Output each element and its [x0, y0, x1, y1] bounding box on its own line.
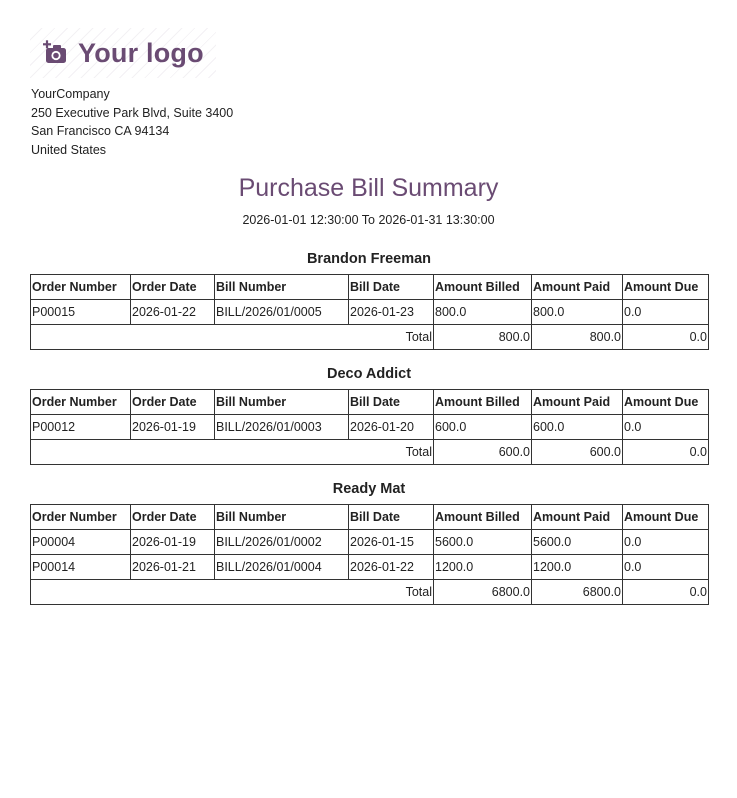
total-amount-billed: 600.0	[434, 440, 532, 465]
vendor-section	[30, 249, 708, 350]
table-cell: 2026-01-22	[131, 300, 215, 325]
column-header: Amount Due	[623, 505, 709, 530]
table-cell: P00015	[31, 300, 131, 325]
total-row	[31, 440, 709, 465]
total-amount-billed: 6800.0	[434, 580, 532, 605]
table-cell: 2026-01-19	[131, 530, 215, 555]
table-header-row	[31, 505, 709, 530]
table-cell: 2026-01-20	[349, 415, 434, 440]
column-header: Order Number	[31, 390, 131, 415]
table-cell: BILL/2026/01/0003	[215, 415, 349, 440]
total-row	[31, 325, 709, 350]
total-amount-paid: 6800.0	[532, 580, 623, 605]
vendor-section	[30, 479, 708, 605]
column-header: Amount Due	[623, 275, 709, 300]
table-cell: BILL/2026/01/0002	[215, 530, 349, 555]
total-label: Total	[31, 440, 434, 465]
column-header: Bill Date	[349, 390, 434, 415]
column-header: Bill Number	[215, 505, 349, 530]
column-header: Bill Number	[215, 390, 349, 415]
company-name: YourCompany	[31, 87, 110, 101]
table-cell: 5600.0	[434, 530, 532, 555]
table-cell: 2026-01-15	[349, 530, 434, 555]
table-cell: P00012	[31, 415, 131, 440]
table-cell: 1200.0	[532, 555, 623, 580]
total-label: Total	[31, 580, 434, 605]
total-amount-due: 0.0	[623, 440, 709, 465]
table-cell: BILL/2026/01/0005	[215, 300, 349, 325]
column-header: Amount Paid	[532, 390, 623, 415]
bill-table	[30, 389, 709, 465]
table-cell: 800.0	[532, 300, 623, 325]
table-cell: 2026-01-23	[349, 300, 434, 325]
total-amount-due: 0.0	[623, 325, 709, 350]
table-row	[31, 530, 709, 555]
total-row	[31, 580, 709, 605]
table-cell: 0.0	[623, 555, 709, 580]
address-country: United States	[31, 142, 107, 157]
column-header: Order Number	[31, 275, 131, 300]
vendor-name: Deco Addict	[326, 366, 412, 382]
column-header: Bill Date	[349, 275, 434, 300]
table-cell: 2026-01-22	[349, 555, 434, 580]
total-amount-billed: 800.0	[434, 325, 532, 350]
table-cell: 0.0	[623, 530, 709, 555]
vendor-name: Brandon Freeman	[306, 251, 432, 267]
camera-plus-icon	[42, 40, 68, 66]
column-header: Order Number	[31, 505, 131, 530]
address-line-1: 250 Executive Park Blvd, Suite 3400	[31, 105, 234, 120]
table-row	[31, 300, 709, 325]
column-header: Amount Billed	[434, 275, 532, 300]
table-cell: 1200.0	[434, 555, 532, 580]
bill-table	[30, 274, 709, 350]
logo-text: Your logo	[78, 37, 204, 68]
total-amount-paid: 600.0	[532, 440, 623, 465]
table-row	[31, 415, 709, 440]
table-cell: 600.0	[532, 415, 623, 440]
table-cell: 600.0	[434, 415, 532, 440]
table-header-row	[31, 275, 709, 300]
table-cell: P00014	[31, 555, 131, 580]
address-line-2: San Francisco CA 94134	[31, 124, 170, 138]
column-header: Order Date	[131, 505, 215, 530]
vendor-name: Ready Mat	[332, 481, 406, 497]
column-header: Amount Paid	[532, 505, 623, 530]
column-header: Order Date	[131, 390, 215, 415]
table-cell: 2026-01-21	[131, 555, 215, 580]
table-cell: 0.0	[623, 415, 709, 440]
column-header: Amount Paid	[532, 275, 623, 300]
table-cell: 2026-01-19	[131, 415, 215, 440]
column-header: Bill Number	[215, 275, 349, 300]
table-cell: 5600.0	[532, 530, 623, 555]
report-title: Purchase Bill Summary	[238, 174, 499, 202]
report-date-range: 2026-01-01 12:30:00 To 2026-01-31 13:30:00	[242, 213, 495, 227]
table-cell: P00004	[31, 530, 131, 555]
column-header: Amount Billed	[434, 505, 532, 530]
table-header-row	[31, 390, 709, 415]
table-cell: 0.0	[623, 300, 709, 325]
total-amount-due: 0.0	[623, 580, 709, 605]
column-header: Order Date	[131, 275, 215, 300]
company-address	[31, 85, 233, 159]
column-header: Bill Date	[349, 505, 434, 530]
column-header: Amount Billed	[434, 390, 532, 415]
vendor-section	[30, 364, 708, 465]
table-cell: BILL/2026/01/0004	[215, 555, 349, 580]
total-label: Total	[31, 325, 434, 350]
table-cell: 800.0	[434, 300, 532, 325]
company-logo	[30, 28, 216, 78]
column-header: Amount Due	[623, 390, 709, 415]
bill-table	[30, 504, 709, 605]
table-row	[31, 555, 709, 580]
total-amount-paid: 800.0	[532, 325, 623, 350]
